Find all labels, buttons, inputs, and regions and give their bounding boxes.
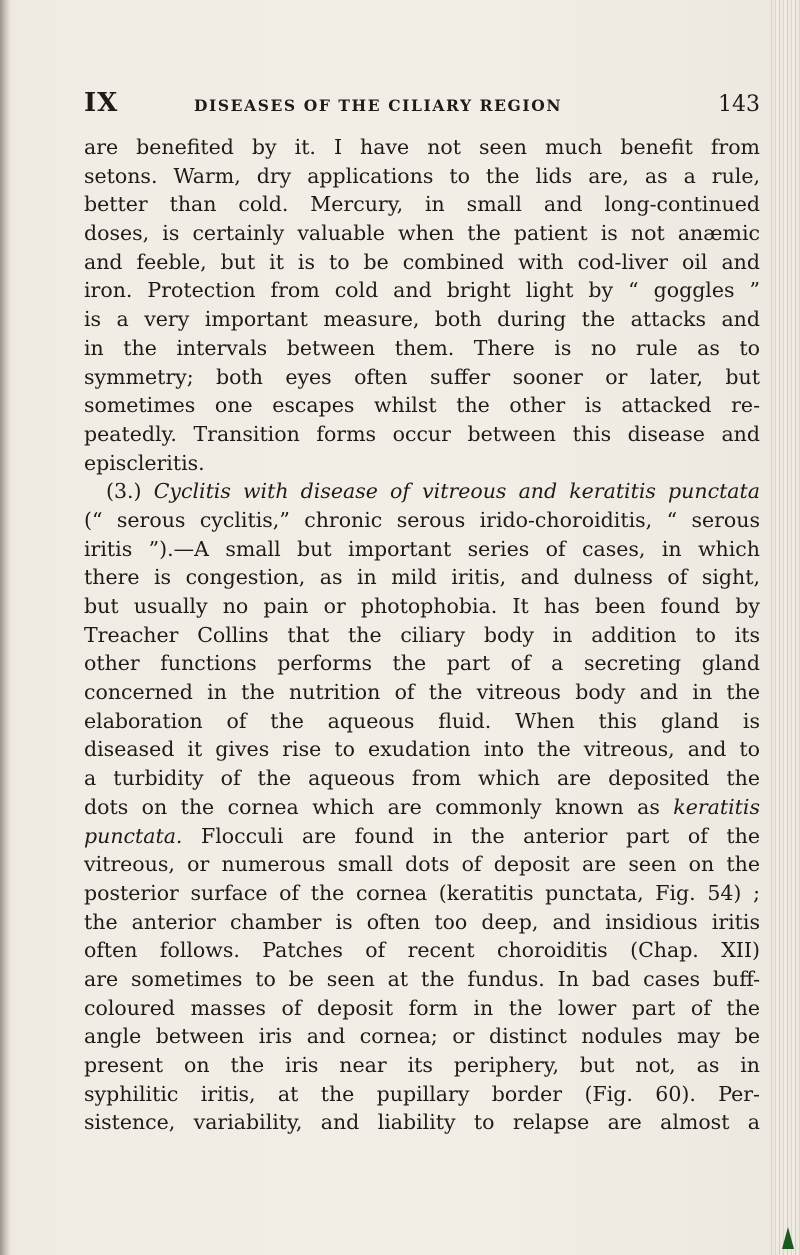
text-line: concerned in the nutrition of the vitreous body and in the — [84, 680, 760, 705]
page-gutter — [0, 0, 10, 1255]
text-line: a turbidity of the aqueous from which are deposited the — [84, 766, 760, 791]
text-line: syphilitic iritis, at the pupillary border (Fig. 60). Per- — [84, 1081, 760, 1106]
body-text — [84, 133, 760, 1137]
open-paren: ( — [84, 507, 92, 532]
text-line: iron. Protection from cold and bright light by “ goggles ” — [84, 278, 760, 303]
text-line: iritis ”).—A small but important series of cases, in which — [84, 536, 760, 561]
text-line: but usually no pain or photophobia. It has been found by — [84, 594, 760, 618]
italic-term: punctata. — [84, 823, 183, 848]
page-number: 143 — [718, 92, 760, 117]
page-edge-stack — [772, 0, 800, 1255]
text-line: sistence, variability, and liability to relapse are almost a — [84, 1110, 760, 1135]
text-line: episcleritis. — [84, 450, 205, 475]
text-line: elaboration of the aqueous fluid. When this gland is — [84, 708, 760, 733]
text-line: often follows. Patches of recent choroiditis (Chap. XII) — [84, 938, 760, 963]
text-fragment: Flocculi are found in the anterior part of the — [201, 823, 760, 848]
text-line: present on the iris near its periphery, but not, as in — [84, 1053, 760, 1077]
text-line: coloured masses of deposit form in the lower part of the — [84, 995, 760, 1020]
text-line: other functions performs the part of a secreting gland — [84, 651, 760, 676]
text-line: Treacher Collins that the ciliary body in addition to its — [84, 622, 760, 647]
text-fragment: “ serous cyclitis,” chronic serous irido-choroiditis, “ serous — [92, 507, 760, 532]
text-line: diseased it gives rise to exudation into the vitreous, and to — [84, 737, 760, 762]
chapter-number: IX — [84, 88, 119, 118]
text-line: setons. Warm, dry applications to the lids are, as a rule, — [84, 163, 760, 188]
running-header — [84, 88, 760, 118]
section-number: (3.) — [106, 479, 142, 504]
text-line: sometimes one escapes whilst the other is attacked re- — [84, 393, 760, 418]
text-line: and feeble, but it is to be combined with cod-liver oil and — [84, 249, 760, 274]
text-line: posterior surface of the cornea (keratitis punctata, Fig. 54) ; — [84, 880, 760, 905]
text-line: doses, is certainly valuable when the patient is not anæmic — [84, 221, 760, 246]
italic-term: keratitis — [673, 794, 760, 819]
text-line: is a very important measure, both during the attacks and — [84, 307, 760, 332]
text-line: there is congestion, as in mild iritis, and dulness of sight, — [84, 565, 760, 590]
running-title: DISEASES OF THE CILIARY REGION — [194, 96, 563, 115]
text-line: are benefited by it. I have not seen much benefit from — [84, 135, 760, 159]
text-line: angle between iris and cornea; or distinct nodules may be — [84, 1024, 760, 1049]
text-line: peatedly. Transition forms occur between this disease and — [84, 421, 760, 446]
text-line: in the intervals between them. There is no rule as to — [84, 335, 760, 360]
section-title: Cyclitis with disease of vitreous and keratitis punctata — [153, 479, 760, 504]
corner-tab — [782, 1227, 794, 1249]
text-line: vitreous, or numerous small dots of deposit are seen on the — [84, 852, 760, 877]
text-line: are sometimes to be seen at the fundus. In bad cases buff- — [84, 966, 760, 991]
text-line — [84, 506, 760, 535]
text-line: better than cold. Mercury, in small and long-continued — [84, 192, 760, 217]
text-line — [84, 822, 760, 851]
text-line: the anterior chamber is often too deep, and insidious iritis — [84, 909, 760, 934]
text-line — [84, 793, 760, 822]
text-line: symmetry; both eyes often suffer sooner or later, but — [84, 364, 760, 389]
section-heading-line — [84, 477, 760, 506]
text-fragment: dots on the cornea which are commonly known as — [84, 794, 660, 819]
